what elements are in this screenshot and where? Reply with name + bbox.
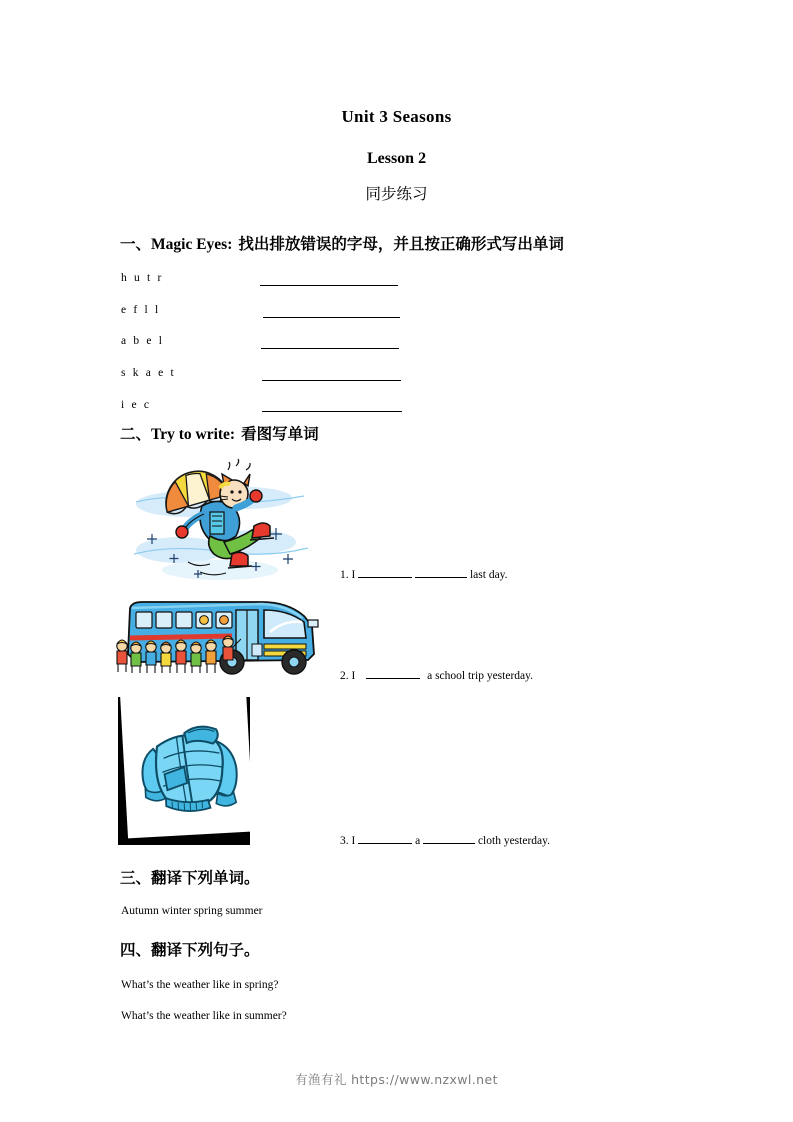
school-bus-illustration: [112, 592, 324, 684]
question-tail-1: last day.: [469, 569, 508, 581]
scrambled-word-4: s k a e t: [121, 367, 176, 379]
question-tail-2: a school trip yesterday.: [427, 670, 534, 682]
sentence-blank-3b[interactable]: [423, 832, 475, 844]
question-tail-3: cloth yesterday.: [477, 835, 551, 847]
footer-watermark: 有渔有礼 https://www.nzxwl.net: [295, 1072, 498, 1087]
question-number-2: 2. I: [340, 670, 356, 682]
ice-skating-icon: [128, 458, 313, 588]
scrambled-word-2: e f l l: [121, 304, 161, 316]
section-heading-magic-eyes: [120, 232, 564, 254]
translate-sentence-1: What’s the weather like in spring?: [121, 979, 279, 991]
picture-sentence-1: [340, 566, 508, 582]
picture-sentence-3: [340, 832, 550, 848]
section-number-2: 二、: [120, 425, 152, 443]
answer-line-2[interactable]: [263, 317, 400, 318]
picture-sentence-2: [340, 667, 533, 683]
section-number-1: 一、: [120, 235, 152, 253]
answer-line-4[interactable]: [262, 380, 401, 381]
section-instruction-1: 找出排放错误的字母，并且按正确形式写出单词: [238, 235, 564, 253]
answer-line-5[interactable]: [262, 411, 402, 412]
answer-line-1[interactable]: [260, 285, 398, 286]
section-instruction-2: 看图写单词: [241, 425, 319, 443]
school-bus-icon: [112, 592, 324, 684]
section-heading-translate-words: [120, 866, 260, 888]
section-title-1: Magic Eyes:: [151, 236, 233, 253]
jacket-photo-card: [120, 697, 250, 838]
scrambled-word-3: a b e l: [121, 335, 165, 347]
section-number-4: 四、: [120, 941, 152, 959]
page-title: Unit 3 Seasons: [341, 107, 452, 126]
section-instruction-4: 翻译下列句子。: [151, 941, 260, 959]
scrambled-word-1: h u t r: [121, 272, 164, 284]
winter-jacket-icon: [131, 700, 250, 830]
section-instruction-3: 翻译下列单词。: [151, 869, 260, 887]
section-title-2: Try to write:: [151, 426, 236, 443]
question-middle-3: a: [415, 835, 421, 847]
sentence-blank-2a[interactable]: [366, 667, 420, 679]
question-number-3: 3. I: [340, 835, 356, 847]
title-block: [0, 104, 793, 206]
lesson-subtitle: Lesson 2: [366, 150, 427, 167]
sentence-blank-3a[interactable]: [358, 832, 412, 844]
translate-words-list: Autumn winter spring summer: [121, 905, 263, 917]
exercise-label: 同步练习: [365, 185, 428, 203]
scrambled-word-5: i e c: [121, 399, 152, 411]
section-number-3: 三、: [120, 869, 152, 887]
answer-line-3[interactable]: [261, 348, 399, 349]
sentence-blank-1a[interactable]: [358, 566, 412, 578]
ice-skating-illustration: [128, 458, 313, 588]
winter-jacket-illustration: [118, 697, 250, 845]
section-heading-try-to-write: [120, 422, 319, 444]
question-number-1: 1. I: [340, 569, 356, 581]
sentence-blank-1b[interactable]: [415, 566, 467, 578]
section-heading-translate-sentences: [120, 938, 260, 960]
translate-sentence-2: What’s the weather like in summer?: [121, 1010, 287, 1022]
